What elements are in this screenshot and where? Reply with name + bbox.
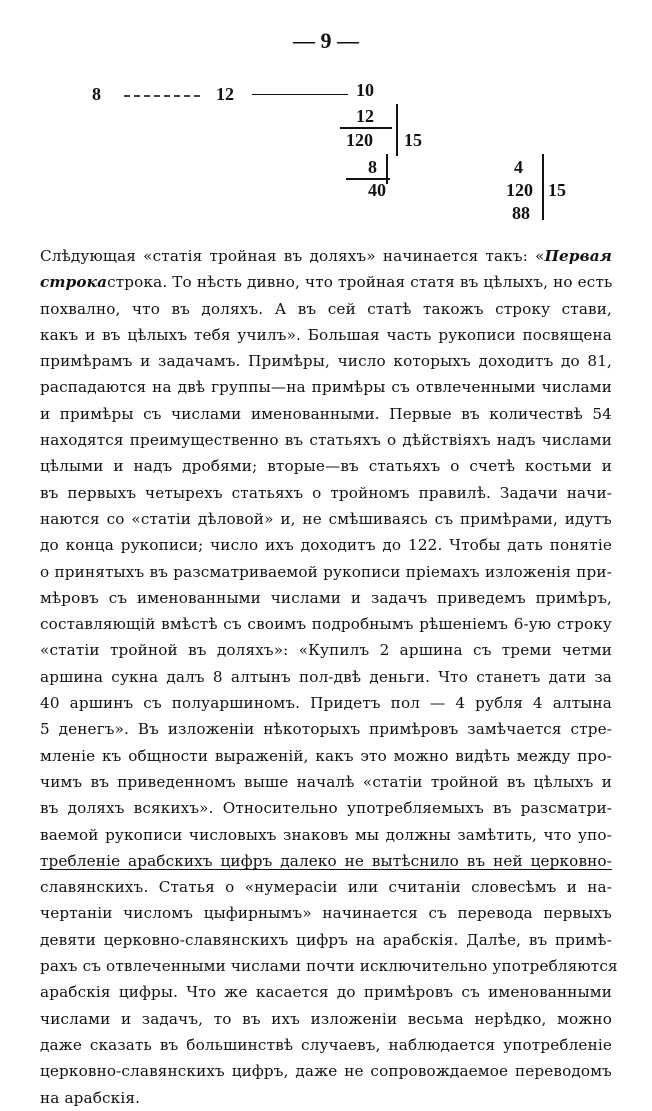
text-line: цѣлыми и надъ дробями; вторые—въ статьяхъ о счетѣ костьми и: [40, 457, 612, 476]
text-line: похвално, что въ доляхъ. А въ сей статѣ такожъ строку стави,: [40, 299, 612, 318]
text-line: чимъ въ приведенномъ выше началѣ «статіи тройной въ цѣлыхъ и: [40, 772, 612, 791]
calc-number: 8: [368, 157, 377, 177]
text-line: 40 аршинъ съ полуаршиномъ. Придетъ пол — 4 рубля 4 алтына: [40, 694, 612, 713]
body-text: [40, 243, 618, 1111]
calc-number: 88: [512, 203, 530, 223]
rule-of-three-calculation: [0, 0, 652, 230]
text-line: Слѣдующая «статія тройная въ доляхъ» начинается такъ: «Первая: [40, 247, 612, 265]
text-line: мленіе къ общности выраженій, какъ это можно видѣть между про-: [40, 746, 612, 765]
text-line: какъ и въ цѣлыхъ тебя училъ». Большая часть рукописи посвящена: [40, 325, 612, 344]
text-line: рахъ съ отвлеченными числами почти исключительно употребляются: [40, 957, 618, 976]
page-number: — 9 —: [293, 28, 359, 53]
text-line: въ первыхъ четырехъ статьяхъ о тройномъ правилѣ. Задачи начи-: [40, 483, 612, 502]
calc-number: 40: [368, 180, 386, 200]
text-line: славянскихъ. Статья о «нумерасіи или считаніи словесѣмъ и на-: [40, 878, 612, 897]
calc-number: 15: [548, 180, 566, 200]
text-line: находятся преимущественно въ статьяхъ о дѣйствіяхъ надъ числами: [40, 431, 612, 450]
text-line: 5 денегъ». Въ изложеніи нѣкоторыхъ примѣровъ замѣчается стре-: [40, 720, 612, 739]
text-line: примѣрамъ и задачамъ. Примѣры, число которыхъ доходитъ до 81,: [40, 352, 612, 371]
text-line: въ доляхъ всякихъ». Относительно употребляемыхъ въ разсматри-: [40, 799, 612, 818]
text-line: составляющій вмѣстѣ съ своимъ подробнымъ рѣшеніемъ 6-ую строку: [40, 615, 612, 634]
text-line: ваемой рукописи числовыхъ знаковъ мы должны замѣтить, что упо-: [40, 825, 612, 844]
calc-number: 120: [346, 130, 373, 150]
calc-number: 12: [356, 106, 374, 126]
text-line: аршина сукна далъ 8 алтынъ пол-двѣ деньги. Что станетъ дати за: [40, 667, 612, 686]
text-line: числами и задачъ, то въ ихъ изложеніи весьма нерѣдко, можно: [40, 1009, 612, 1028]
text-line: и примѣры съ числами именованными. Первые въ количествѣ 54: [40, 404, 612, 423]
text-line: наются со «статіи дѣловой» и, не смѣшиваясь съ примѣрами, идутъ: [40, 509, 612, 528]
calc-number: 15: [404, 130, 422, 150]
text-line: «статіи тройной въ доляхъ»: «Купилъ 2 аршина съ треми четми: [40, 641, 612, 660]
bracket-line: [396, 104, 398, 156]
text-line: мѣровъ съ именованными числами и задачъ приведемъ примѣръ,: [40, 588, 612, 607]
calc-number: 10: [356, 80, 374, 100]
text-line: требленіе арабскихъ цифръ далеко не вытѣснило въ ней церковно-: [40, 851, 612, 870]
text-line: девяти церковно-славянскихъ цифръ на арабскія. Далѣе, въ примѣ-: [40, 930, 612, 949]
calc-number: 12: [216, 84, 234, 104]
text-line: до конца рукописи; число ихъ доходитъ до 122. Чтобы дать понятіе: [40, 536, 612, 555]
calc-number: 120: [506, 180, 533, 200]
text-line: даже сказать въ большинствѣ случаевъ, наблюдается употребленіе: [40, 1035, 612, 1054]
calc-number: 4: [514, 157, 523, 177]
text-line: на арабскія.: [40, 1088, 141, 1107]
bracket-line: [542, 154, 544, 220]
text-line: распадаются на двѣ группы—на примѣры съ отвлеченными числами: [40, 378, 612, 397]
text-line: строкастрока. То нѣсть дивно, что тройная статя въ цѣлыхъ, но есть: [40, 273, 613, 292]
product-rule: [340, 127, 392, 129]
italic-phrase: Первая: [544, 247, 612, 265]
italic-phrase: строка: [40, 273, 108, 292]
dashed-connector: [124, 95, 200, 97]
connector-line: [252, 94, 348, 95]
text-line: чертаніи числомъ цыфирнымъ» начинается съ перевода первыхъ: [40, 904, 612, 923]
text-line: о принятыхъ въ разсматриваемой рукописи пріемахъ изложенія при-: [40, 562, 612, 581]
calc-number: 8: [92, 84, 101, 104]
text-line: арабскія цифры. Что же касается до примѣровъ съ именованными: [40, 983, 612, 1002]
text-line: церковно-славянскихъ цифръ, даже не сопровождаемое переводомъ: [40, 1062, 612, 1081]
